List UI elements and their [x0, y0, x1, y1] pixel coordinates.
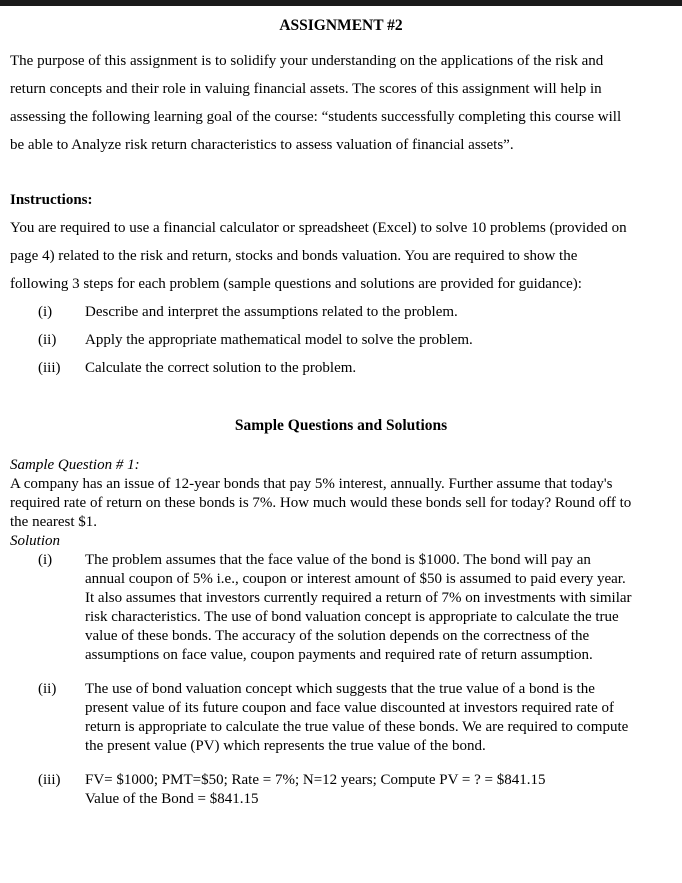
solution-step	[10, 771, 634, 809]
solution-step-number: (iii)	[38, 772, 61, 788]
list-item	[10, 354, 634, 382]
list-item	[10, 298, 634, 326]
solution-step	[10, 680, 634, 756]
solution-step-text: The use of bond valuation concept which suggests that the true value of a bond is the present value of its future coupon and face value discounted at investors required rate of return is appropriate to calculate the true value of these bonds. We are required to compute the present value (PV) which represents the true value of the bond.	[85, 681, 629, 754]
list-item-text: Calculate the correct solution to the problem.	[85, 360, 357, 376]
list-item-number: (ii)	[38, 332, 57, 348]
sample-question-label: Sample Question # 1:	[10, 457, 140, 473]
document-content	[0, 6, 682, 809]
solution-step-text: The problem assumes that the face value of the bond is $1000. The bond will pay an annual coupon of 5% i.e., coupon or interest amount of $50 is assumed to paid every year. It also assumes that investors currently required a return of 7% on investments with similar risk characteristics. The use of bond valuation concept is appropriate to calculate the true value of these bonds. The accuracy of the solution depends on the correctness of the assumptions on face value, coupon payments and required rate of return assumption.	[85, 552, 632, 663]
solution-label: Solution	[10, 533, 61, 549]
solution-final-line-1: FV= $1000; PMT=$50; Rate = 7%; N=12 years; Compute PV = ? = $841.15	[85, 772, 546, 788]
sample-question-text: A company has an issue of 12-year bonds that pay 5% interest, annually. Further assume that today's required rate of return on these bonds is 7%. How much would these bonds sell for today? Round off to the nearest $1.	[10, 476, 632, 530]
list-item-text: Describe and interpret the assumptions related to the problem.	[85, 304, 458, 320]
solution-step-text	[85, 771, 634, 809]
solution-step	[10, 551, 634, 665]
solution-step-number: (i)	[38, 552, 53, 568]
instructions-heading: Instructions:	[10, 192, 93, 208]
sample-heading: Sample Questions and Solutions	[234, 417, 448, 434]
list-item	[10, 326, 634, 354]
solution-step-number: (ii)	[38, 681, 57, 697]
list-item-number: (iii)	[38, 360, 61, 376]
intro-paragraph: The purpose of this assignment is to solidify your understanding on the applications of the risk and return concepts and their role in valuing financial assets. The scores of this assignment will help in assessing the following learning goal of the course: “students successfully completing this course will be able to Analyze risk return characteristics to assess valuation of financial assets”.	[10, 53, 622, 153]
list-item-number: (i)	[38, 304, 53, 320]
instructions-paragraph: You are required to use a financial calculator or spreadsheet (Excel) to solve 10 problems (provided on page 4) related to the risk and return, stocks and bonds valuation. You are required to show the following 3 steps for each problem (sample questions and solutions are provided for guidance):	[10, 220, 627, 292]
steps-list	[10, 298, 634, 382]
solution-final-line-2: Value of the Bond = $841.15	[85, 791, 259, 807]
list-item-text: Apply the appropriate mathematical model to solve the problem.	[85, 332, 473, 348]
assignment-title: ASSIGNMENT #2	[279, 17, 403, 34]
